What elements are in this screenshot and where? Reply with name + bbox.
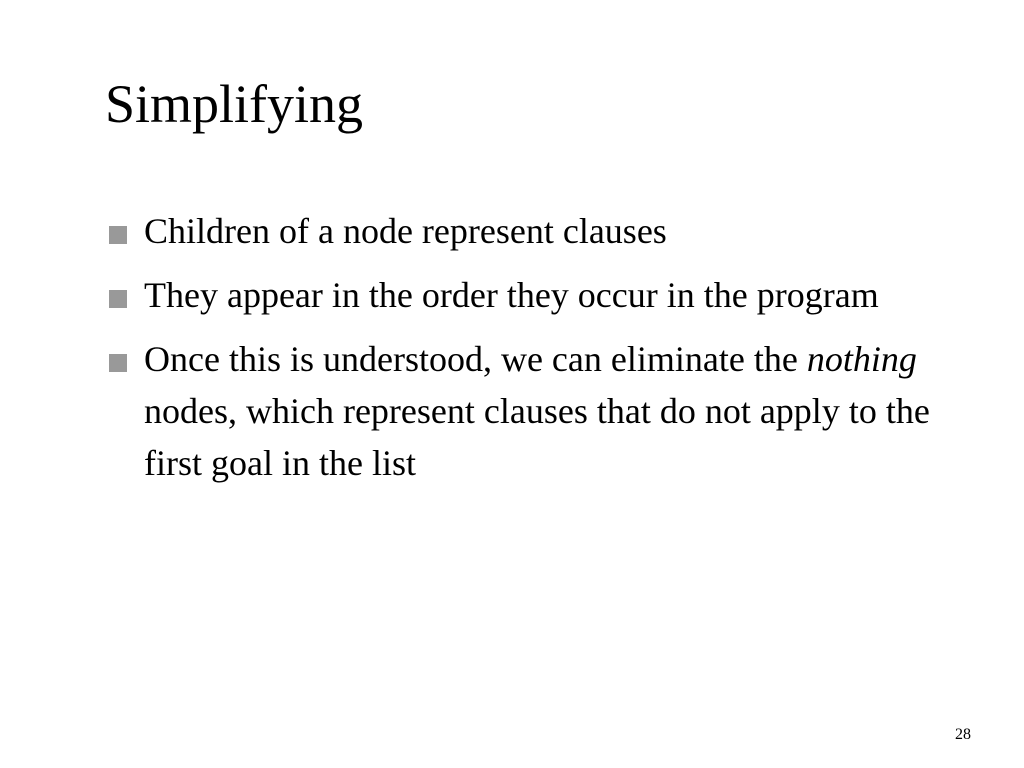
bullet-text: [144, 333, 945, 489]
bullet-text: They appear in the order they occur in the program: [144, 275, 879, 315]
bullet-text-after: nodes, which represent clauses that do not apply to the first goal in the list: [144, 391, 930, 483]
square-bullet-icon: [109, 226, 127, 244]
bullet-text-before: Once this is understood, we can eliminate the: [144, 339, 807, 379]
bullet-list: [105, 205, 945, 501]
square-bullet-icon: [109, 290, 127, 308]
slide-title: Simplifying: [105, 74, 364, 134]
nothing-emphasis: nothing: [806, 339, 917, 379]
page-number: 28: [955, 726, 971, 743]
square-bullet-icon: [109, 354, 127, 372]
bullet-item-eliminate-nothing: [105, 333, 945, 489]
bullet-item-order: [105, 269, 945, 321]
bullet-text: Children of a node represent clauses: [144, 211, 667, 251]
bullet-item-children-clauses: [105, 205, 945, 257]
